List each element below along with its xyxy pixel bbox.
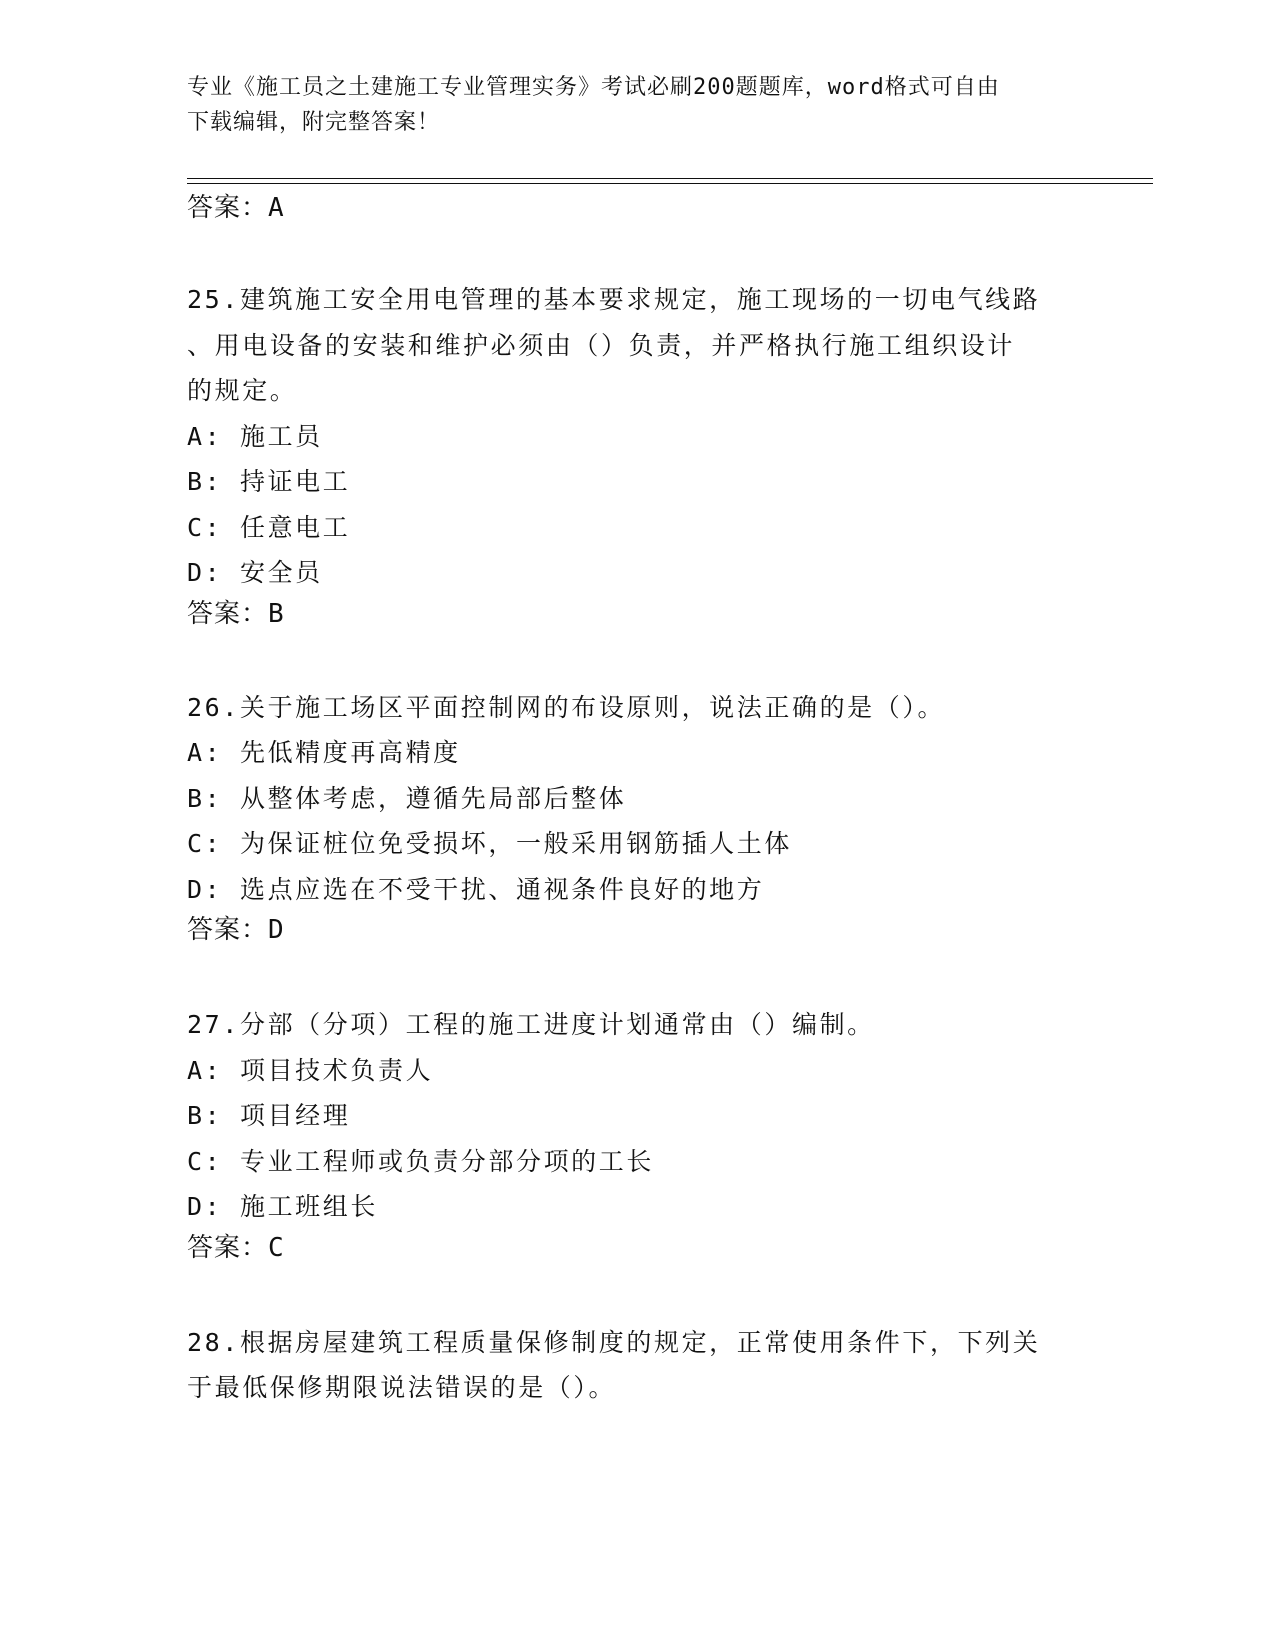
question-block-26	[187, 685, 1087, 949]
answer-line	[187, 596, 1087, 632]
question-list	[187, 190, 1087, 1411]
question-number: 27.	[187, 1010, 240, 1039]
option-label: D:	[187, 874, 223, 904]
answer-line-prev	[187, 190, 1087, 226]
option-label: B:	[187, 467, 223, 496]
option-c	[187, 505, 1087, 551]
option-b	[187, 776, 1087, 822]
header-rule-bottom	[187, 183, 1153, 184]
option-label: B:	[187, 783, 223, 813]
question-text: 分部（分项）工程的施工进度计划通常由（）编制。	[239, 1010, 875, 1039]
option-d	[187, 1184, 1087, 1230]
option-a	[187, 1048, 1087, 1094]
option-text: 选点应选在不受干扰、通视条件良好的地方	[239, 874, 765, 904]
answer-value: A	[268, 193, 285, 223]
option-text: 持证电工	[239, 467, 351, 496]
question-block-27	[187, 1002, 1087, 1266]
option-label: D:	[187, 1192, 223, 1221]
answer-value: B	[268, 598, 285, 629]
question-text: 根据房屋建筑工程质量保修制度的规定，正常使用条件下，下列关	[239, 1327, 1041, 1357]
answer-line	[187, 1230, 1087, 1266]
option-text: 任意电工	[239, 512, 351, 542]
option-text: 从整体考虑，遵循先局部后整体	[239, 783, 627, 813]
answer-label: 答案：	[187, 1232, 269, 1263]
option-text: 先低精度再高精度	[239, 738, 461, 767]
question-text-line	[187, 277, 1087, 323]
question-text-line	[187, 1320, 1087, 1366]
option-b	[187, 459, 1087, 505]
question-text: 关于施工场区平面控制网的布设原则，说法正确的是（）。	[239, 692, 946, 722]
option-a	[187, 730, 1087, 776]
option-label: D:	[187, 558, 223, 587]
answer-label: 答案：	[187, 915, 269, 945]
option-label: A:	[187, 421, 223, 451]
page-header	[187, 70, 1067, 140]
question-number: 28.	[187, 1327, 240, 1357]
header-line-2: 下载编辑，附完整答案！	[187, 110, 441, 135]
answer-label: 答案：	[187, 193, 269, 223]
option-b	[187, 1093, 1087, 1139]
option-label: B:	[187, 1101, 223, 1130]
answer-label: 答案：	[187, 598, 269, 629]
question-block-28	[187, 1320, 1087, 1411]
question-text: 建筑施工安全用电管理的基本要求规定，施工现场的一切电气线路	[239, 285, 1041, 314]
question-number: 26.	[187, 692, 240, 722]
question-text-line	[187, 685, 1087, 731]
option-d	[187, 867, 1087, 913]
answer-value: D	[268, 915, 285, 945]
option-a	[187, 414, 1087, 460]
option-c	[187, 1139, 1087, 1185]
option-d	[187, 550, 1087, 596]
option-label: C:	[187, 829, 223, 858]
question-text-line	[187, 1002, 1087, 1048]
option-text: 专业工程师或负责分部分项的工长	[239, 1146, 654, 1176]
option-text: 为保证桩位免受损坏，一般采用钢筋插人土体	[239, 829, 792, 858]
question-text-line: 、用电设备的安装和维护必须由（）负责，并严格执行施工组织设计	[187, 330, 1016, 360]
option-label: C:	[187, 512, 223, 542]
option-text: 项目经理	[239, 1101, 351, 1130]
header-line-1: 专业《施工员之土建施工专业管理实务》考试必刷200题题库，word格式可自由	[187, 75, 1000, 100]
question-text-line: 的规定。	[187, 376, 298, 405]
option-text: 安全员	[239, 558, 323, 587]
option-text: 施工班组长	[239, 1192, 378, 1221]
option-label: C:	[187, 1146, 223, 1176]
answer-line	[187, 912, 1087, 948]
option-label: A:	[187, 1055, 223, 1085]
answer-value: C	[268, 1232, 285, 1263]
question-block-25	[187, 277, 1087, 632]
header-rule-top	[187, 178, 1153, 179]
option-label: A:	[187, 738, 223, 767]
question-number: 25.	[187, 285, 240, 314]
option-c	[187, 821, 1087, 867]
question-text-line: 于最低保修期限说法错误的是（）。	[187, 1373, 617, 1402]
option-text: 项目技术负责人	[239, 1055, 434, 1085]
option-text: 施工员	[239, 421, 323, 451]
